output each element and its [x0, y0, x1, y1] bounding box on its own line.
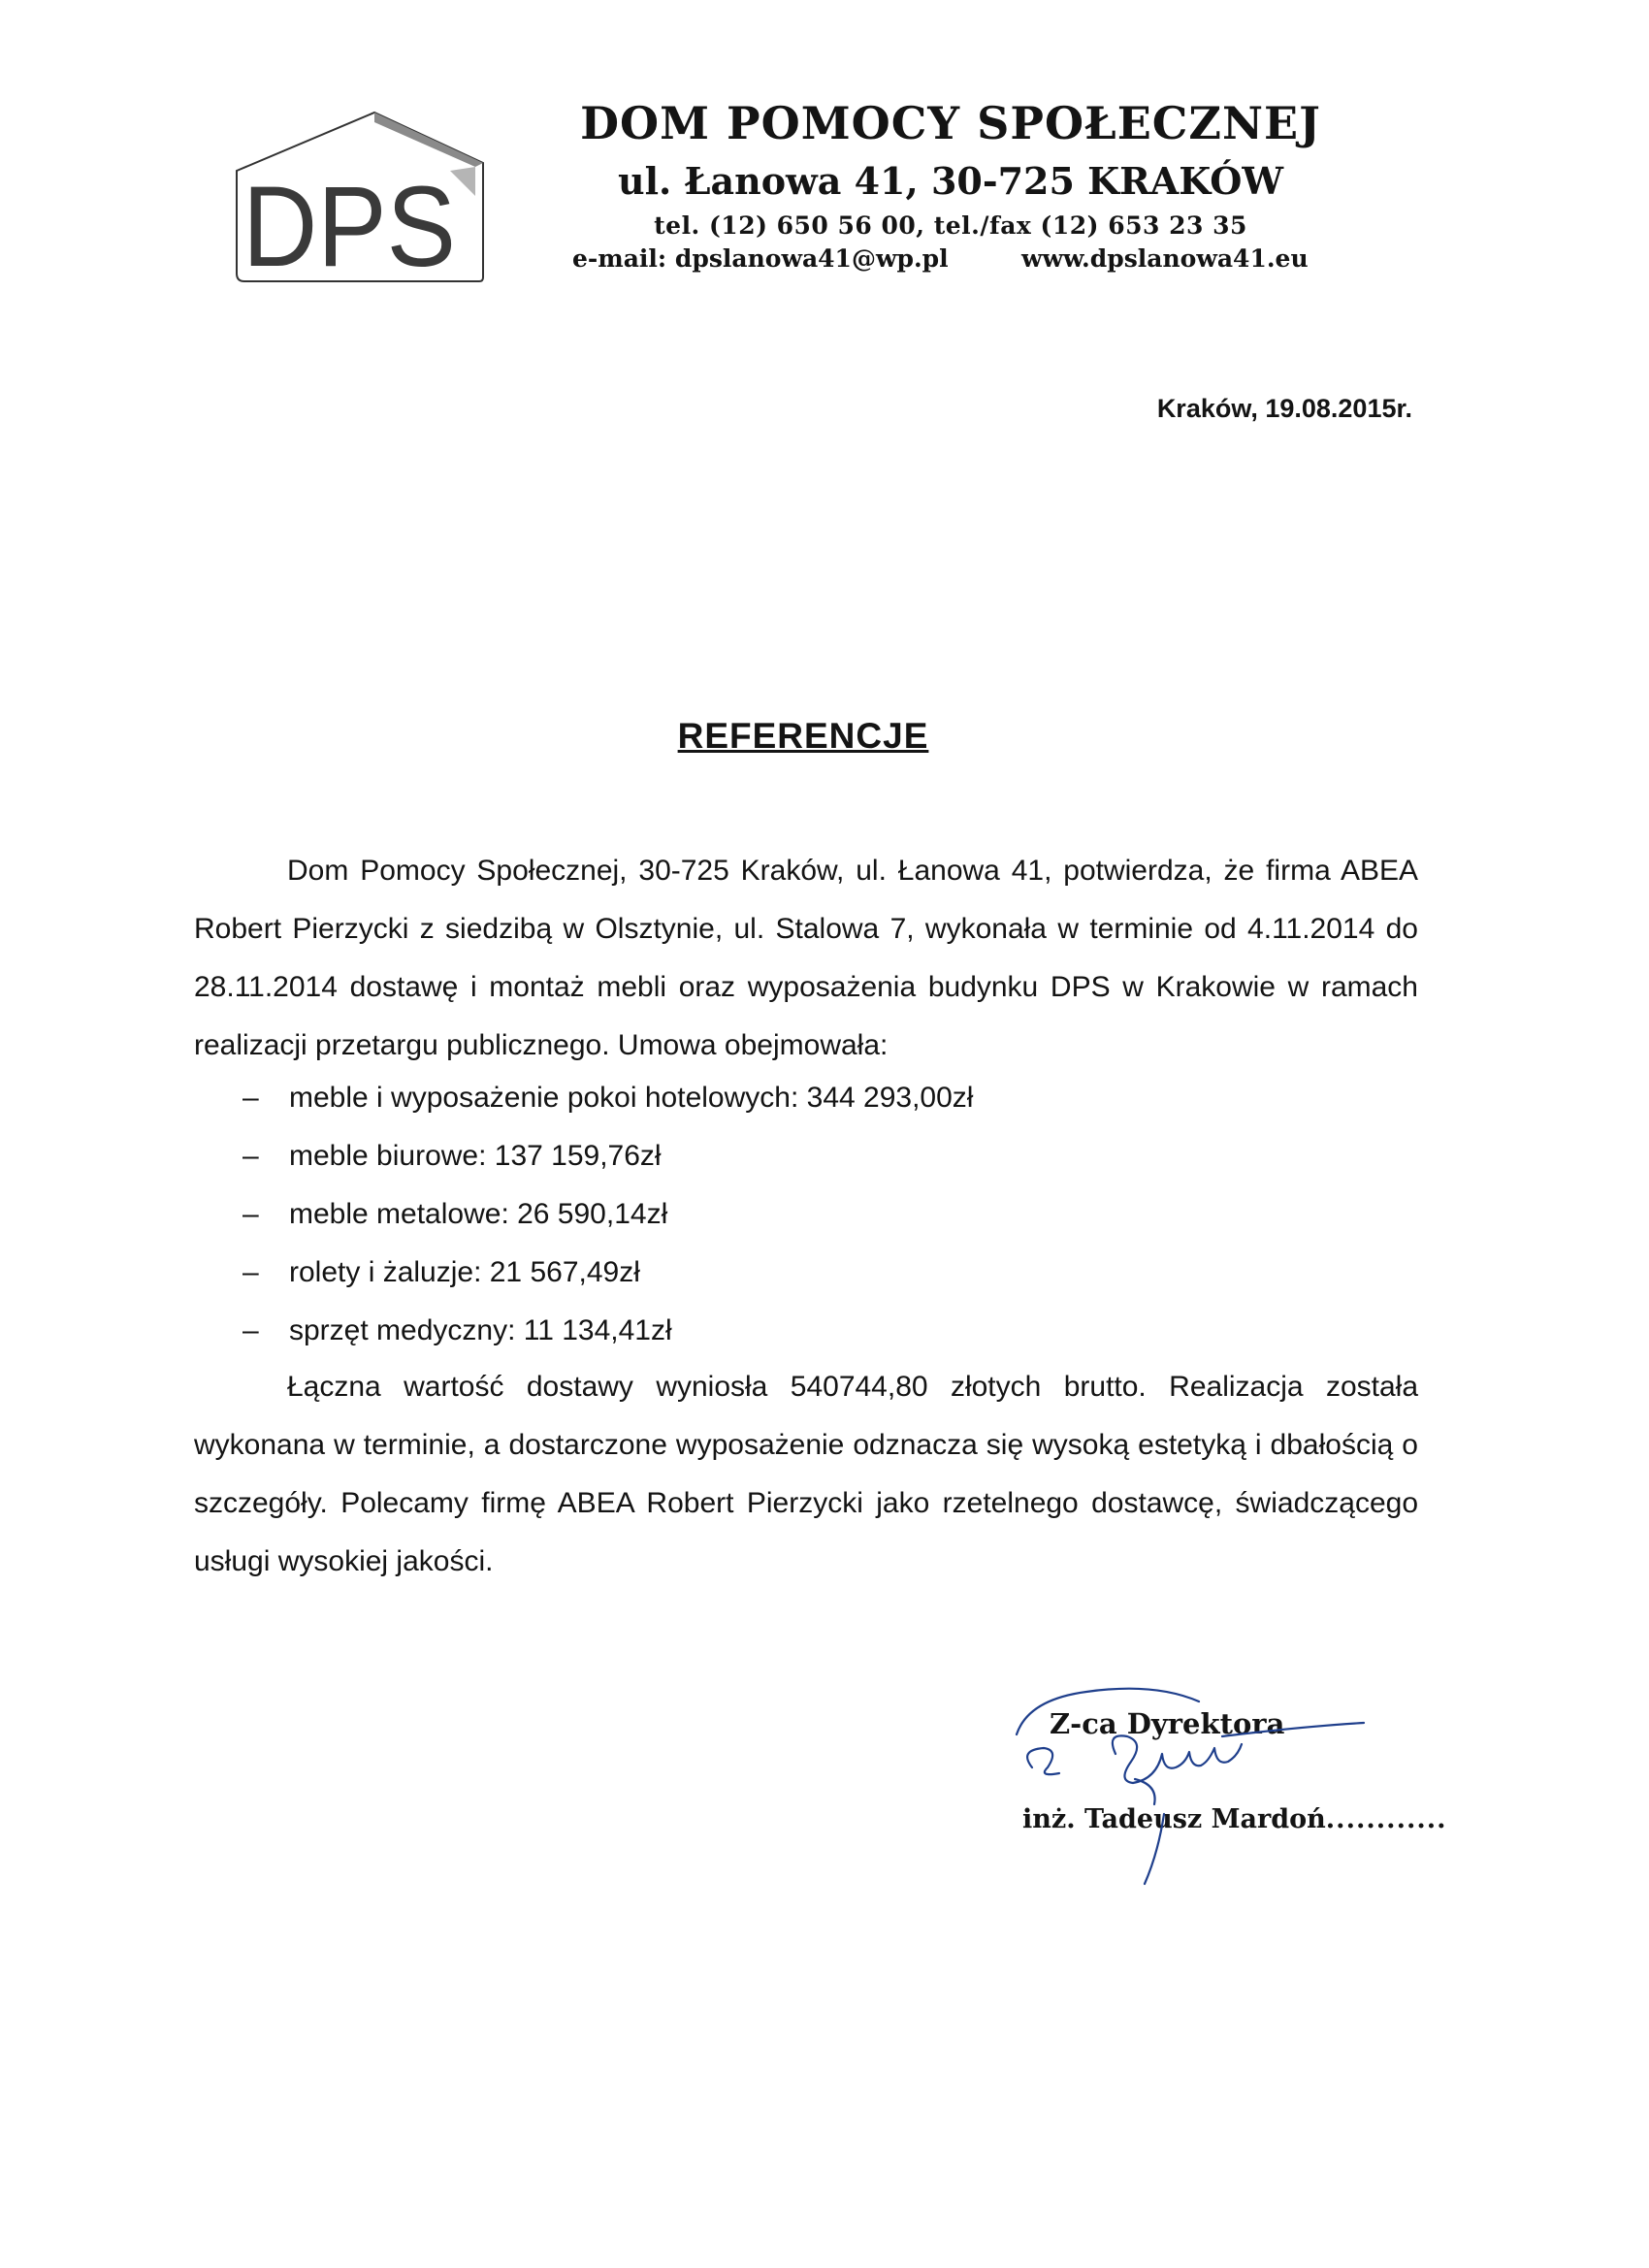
list-bullet: – [242, 1314, 259, 1346]
intro-text: Dom Pomocy Społecznej, 30-725 Kraków, ul. Łanowa 41, potwierdza, że firma ABEA Robert Pierzycki z siedzibą w Olsztynie, ul. Stalowa 7, wykonała w terminie od 4.11.2014 do 28.11.2014 dostawę i montaż mebli oraz wyposażenia budynku DPS w Krakowie w ramach realizacji przetargu publicznego. Umowa obejmowała: [194, 855, 1418, 1061]
institution-phone: tel. (12) 650 56 00, tel./fax (12) 653 23 35 [654, 211, 1247, 240]
contact-line [572, 244, 1348, 273]
list-bullet: – [242, 1082, 259, 1114]
list-bullet: – [242, 1140, 259, 1172]
list-item-text: meble biurowe: 137 159,76zł [289, 1140, 662, 1172]
list-bullet: – [242, 1198, 259, 1230]
handwritten-signature [1009, 1678, 1377, 1892]
logo-text: DPS [242, 163, 456, 283]
list-item [194, 1127, 1418, 1185]
list-item [194, 1302, 1418, 1360]
list-item [194, 1185, 1418, 1244]
closing-paragraph [194, 1358, 1418, 1591]
items-list [194, 1069, 1418, 1360]
list-item-text: sprzęt medyczny: 11 134,41zł [289, 1314, 672, 1346]
signatory-role: Z-ca Dyrektora [1050, 1707, 1285, 1740]
list-item-text: meble metalowe: 26 590,14zł [289, 1198, 668, 1230]
closing-text: Łączna wartość dostawy wyniosła 540744,80 złotych brutto. Realizacja została wykonana w terminie, a dostarczone wyposażenie odznacza się wysoką estetyką i dbałością o szczegóły. Polecamy firmę ABEA Robert Pierzycki jako rzetelnego dostawcę, świadczącego usługi wysokiej jakości. [194, 1371, 1418, 1577]
list-bullet: – [242, 1256, 259, 1288]
dps-logo [229, 109, 491, 283]
institution-website: www.dpslanowa41.eu [1021, 244, 1309, 273]
institution-address: ul. Łanowa 41, 30-725 KRAKÓW [617, 159, 1284, 203]
list-item-text: rolety i żaluzje: 21 567,49zł [289, 1256, 640, 1288]
signatory-name: inż. Tadeusz Mardoń [1022, 1804, 1326, 1834]
list-item [194, 1069, 1418, 1127]
list-item-text: meble i wyposażenie pokoi hotelowych: 344 293,00zł [289, 1082, 974, 1114]
document-date: Kraków, 19.08.2015r. [1156, 394, 1412, 423]
institution-email: e-mail: dpslanowa41@wp.pl [572, 244, 949, 273]
document-title: REFERENCJE [677, 716, 929, 756]
institution-name: DOM POMOCY SPOŁECZNEJ [580, 97, 1321, 149]
list-item [194, 1244, 1418, 1302]
intro-paragraph [194, 842, 1418, 1075]
signature-dots: ............ [1325, 1804, 1447, 1834]
signature-strokes [1017, 1689, 1364, 1884]
